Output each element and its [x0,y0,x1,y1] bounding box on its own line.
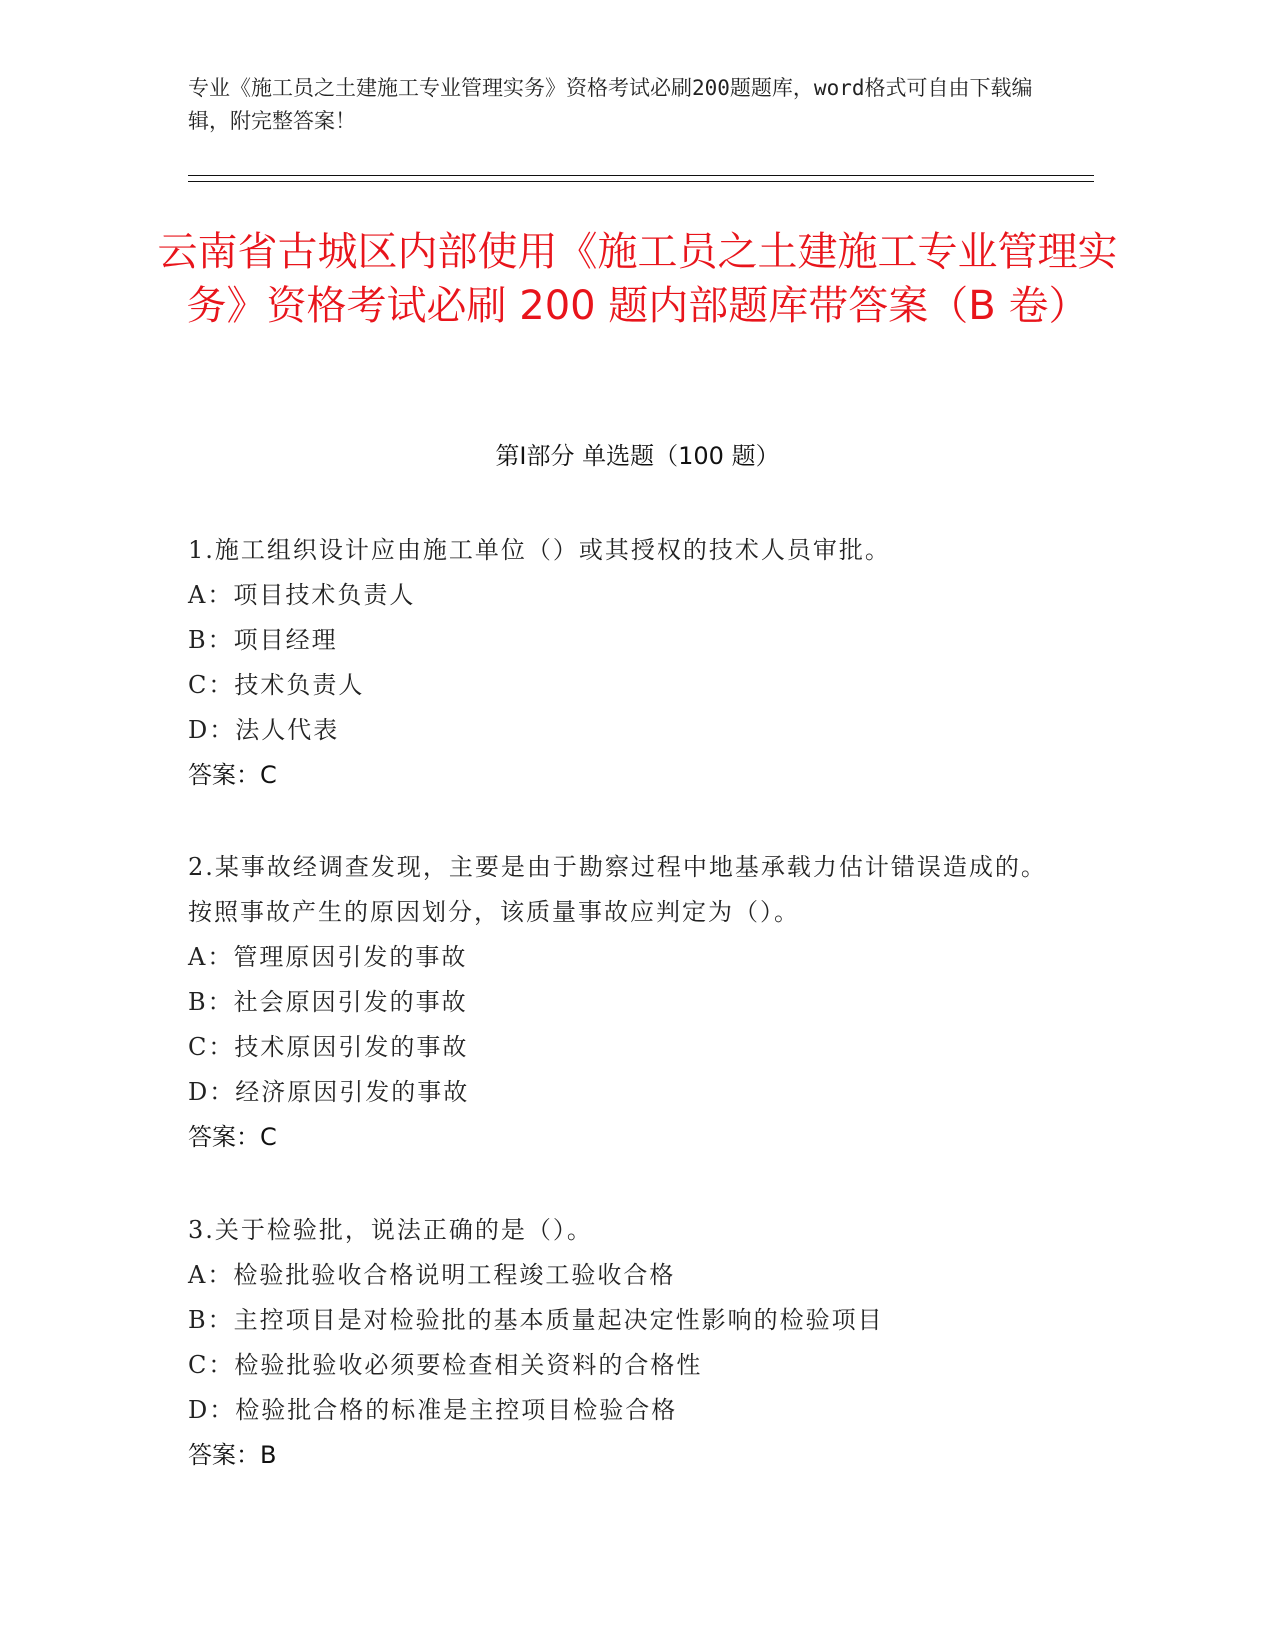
option-c: C：检验批验收必须要检查相关资料的合格性 [188,1351,703,1379]
option-a: A：项目技术负责人 [188,581,416,609]
option-b: B：主控项目是对检验批的基本质量起决定性影响的检验项目 [188,1306,884,1334]
option-c: C：技术负责人 [188,671,365,699]
option-d: D：法人代表 [188,716,340,744]
option-a: A：检验批验收合格说明工程竣工验收合格 [188,1261,676,1289]
question-1 [188,528,1068,798]
question-stem: 3.关于检验批，说法正确的是（）。 [188,1216,593,1244]
option-b: B：项目经理 [188,626,338,654]
question-2 [188,845,1068,1160]
option-d: D：经济原因引发的事故 [188,1078,470,1106]
document-title: 云南省古城区内部使用《施工员之土建施工专业管理实务》资格考试必刷 200 题内部题库带答案（B 卷） [157,229,1118,329]
question-stem: 1.施工组织设计应由施工单位（）或其授权的技术人员审批。 [188,536,891,564]
option-a: A：管理原因引发的事故 [188,943,468,971]
option-b: B：社会原因引发的事故 [188,988,468,1016]
answer: 答案：C [188,761,277,789]
header-divider [188,175,1094,176]
answer: 答案：B [188,1441,277,1469]
question-3 [188,1208,1068,1478]
header-divider-thin [188,181,1094,182]
header-note: 专业《施工员之土建施工专业管理实务》资格考试必刷200题题库，word格式可自由下载编辑，附完整答案！ [188,76,1033,133]
answer: 答案：C [188,1123,277,1151]
question-stem: 2.某事故经调查发现，主要是由于勘察过程中地基承载力估计错误造成的。按照事故产生的原因划分，该质量事故应判定为（）。 [188,853,1047,926]
option-d: D：检验批合格的标准是主控项目检验合格 [188,1396,678,1424]
option-c: C：技术原因引发的事故 [188,1033,469,1061]
section-title: 第Ⅰ部分 单选题（100 题） [495,442,780,470]
